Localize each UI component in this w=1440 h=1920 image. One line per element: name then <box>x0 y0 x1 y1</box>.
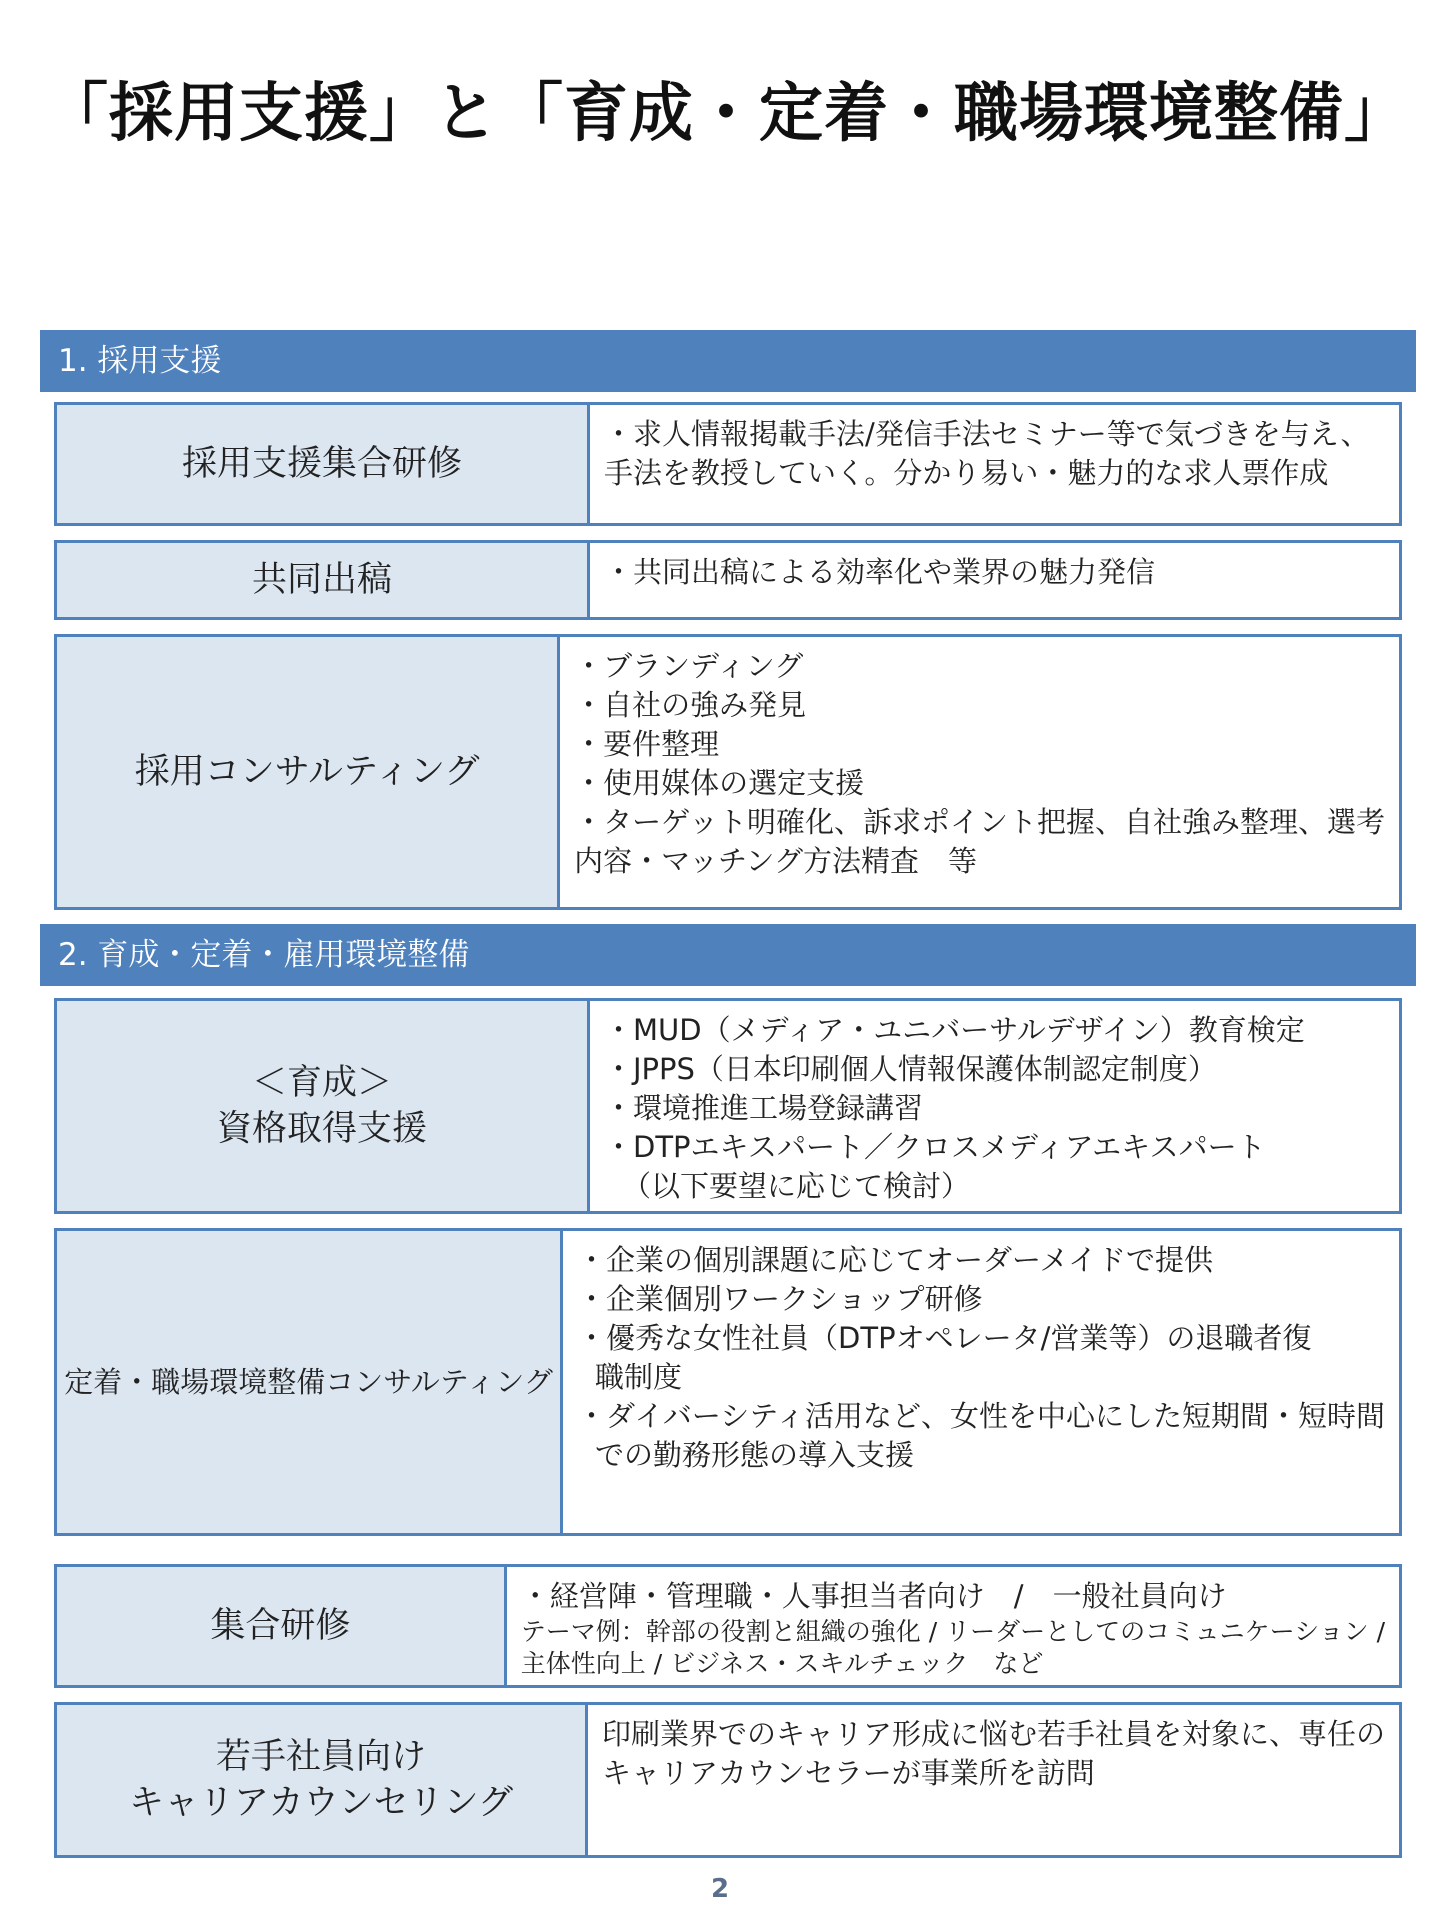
section-header-recruitment: 1. 採用支援 <box>40 330 1416 392</box>
row-content <box>560 634 1402 910</box>
row-label <box>54 634 560 910</box>
page-title: 「採用支援」と「育成・定着・職場環境整備」 <box>44 77 1409 151</box>
content-line: ・優秀な女性社員（DTPオペレータ/営業等）の退職者復 <box>577 1321 1312 1355</box>
row-label-text: 集合研修 <box>210 1606 351 1646</box>
row-content <box>590 402 1402 526</box>
content-line: 職制度 <box>595 1360 683 1394</box>
content-line: ・企業個別ワークショップ研修 <box>577 1282 983 1316</box>
content-line: 印刷業界でのキャリア形成に悩む若手社員を対象に、専任の <box>601 1717 1385 1751</box>
content-line: ・共同出稿による効率化や業界の魅力発信 <box>604 555 1156 589</box>
content-line: ・自社の強み発見 <box>574 688 807 722</box>
content-line: ・使用媒体の選定支援 <box>574 766 865 800</box>
table-row-certification-support <box>54 998 1402 1214</box>
content-line: 内容・マッチング方法精査 等 <box>574 844 977 878</box>
row-label-text: キャリアカウンセリング <box>129 1783 513 1823</box>
row-content <box>590 998 1402 1214</box>
row-label-text: 共同出稿 <box>251 560 392 600</box>
row-content <box>563 1228 1402 1536</box>
row-label-text: 採用コンサルティング <box>134 752 480 792</box>
content-line: ・JPPS（日本印刷個人情報保護体制認定制度） <box>604 1052 1217 1086</box>
section-header-development: 2. 育成・定着・雇用環境整備 <box>40 924 1416 986</box>
content-line: ・要件整理 <box>574 727 720 761</box>
content-line: ・求人情報掲載手法/発信手法セミナー等で気づきを与え、 <box>604 417 1370 451</box>
row-label-text: 資格取得支援 <box>216 1109 427 1149</box>
content-line: （以下要望に応じて検討） <box>622 1169 971 1203</box>
content-line: 主体性向上 / ビジネス・スキルチェック など <box>520 1649 1044 1678</box>
content-line: ・企業の個別課題に応じてオーダーメイドで提供 <box>577 1243 1214 1277</box>
row-label <box>54 402 590 526</box>
row-label <box>54 1228 563 1536</box>
content-line: での勤務形態の導入支援 <box>595 1438 915 1472</box>
content-line: ・DTPエキスパート／クロスメディアエキスパート <box>604 1130 1266 1164</box>
row-label <box>54 540 590 620</box>
page-number: 2 <box>710 1874 730 1904</box>
row-content <box>590 540 1402 620</box>
row-label-text: ＜育成＞ <box>251 1063 392 1103</box>
row-content <box>588 1702 1402 1858</box>
content-line: ・MUD（メディア・ユニバーサルデザイン）教育検定 <box>604 1013 1305 1047</box>
row-label <box>54 1702 588 1858</box>
row-label <box>54 998 590 1214</box>
content-line: テーマ例：幹部の役割と組織の強化 / リーダーとしてのコミュニケーション / <box>520 1617 1385 1646</box>
content-line: キャリアカウンセラーが事業所を訪問 <box>601 1756 1095 1790</box>
content-line: ・経営陣・管理職・人事担当者向け / 一般社員向け <box>520 1579 1227 1613</box>
table-row-recruitment-training <box>54 402 1402 526</box>
content-line: ・ブランディング <box>574 649 804 683</box>
row-label <box>54 1564 507 1688</box>
table-row-group-training <box>54 1564 1402 1688</box>
content-line: ・ダイバーシティ活用など、女性を中心にした短期間・短時間 <box>577 1399 1385 1433</box>
content-line: ・ターゲット明確化、訴求ポイント把握、自社強み整理、選考 <box>574 805 1385 839</box>
content-line: 手法を教授していく。分かり易い・魅力的な求人票作成 <box>604 456 1329 490</box>
row-label-text: 定着・職場環境整備コンサルティング <box>64 1365 553 1399</box>
row-label-text: 採用支援集合研修 <box>181 444 462 484</box>
table-row-career-counseling <box>54 1702 1402 1858</box>
table-row-joint-posting <box>54 540 1402 620</box>
content-line: ・環境推進工場登録講習 <box>604 1091 924 1125</box>
row-content <box>507 1564 1402 1688</box>
row-label-text: 若手社員向け <box>215 1737 426 1777</box>
table-row-retention-consulting <box>54 1228 1402 1536</box>
table-row-recruitment-consulting <box>54 634 1402 910</box>
